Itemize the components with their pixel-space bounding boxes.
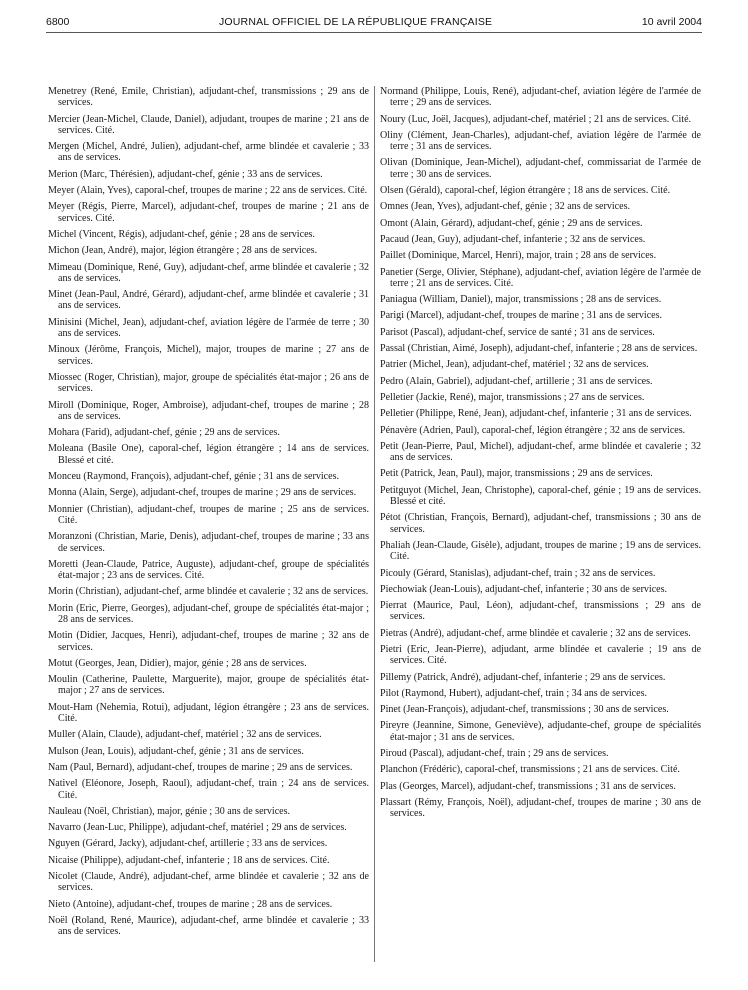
decoration-entry: Pelletier (Philippe, René, Jean), adjudant-chef, infanterie ; 31 ans de services.: [380, 408, 692, 420]
decoration-entry: Pillemy (Patrick, André), adjudant-chef, infanterie ; 29 ans de services.: [380, 671, 666, 683]
decoration-entry: Parisot (Pascal), adjudant-chef, service de santé ; 31 ans de services.: [380, 326, 655, 338]
decoration-entry: Motut (Georges, Jean, Didier), major, génie ; 28 ans de services.: [48, 657, 307, 669]
decoration-entry: Patrier (Michel, Jean), adjudant-chef, matériel ; 32 ans de services.: [380, 359, 649, 371]
decoration-entry: Pénavère (Adrien, Paul), caporal-chef, légion étrangère ; 32 ans de services.: [380, 424, 686, 436]
decoration-entry: Nam (Paul, Bernard), adjudant-chef, troupes de marine ; 29 ans de services.: [48, 761, 353, 773]
decoration-entry: Meyer (Alain, Yves), caporal-chef, troupes de marine ; 22 ans de services. Cité.: [48, 185, 368, 197]
decoration-entry: Pietri (Eric, Jean-Pierre), adjudant, arme blindée et cavalerie ; 19 ans de services. Cité.: [380, 643, 701, 667]
decoration-entry: Panetier (Serge, Olivier, Stéphane), adjudant-chef, aviation légère de l'armée de terre ; 21 ans de services. Cité.: [380, 266, 701, 289]
decoration-entry: Pierrat (Maurice, Paul, Léon), adjudant-chef, transmissions ; 29 ans de services.: [380, 600, 701, 623]
decoration-entry: Plas (Georges, Marcel), adjudant-chef, transmissions ; 31 ans de services.: [380, 780, 676, 792]
decoration-entry: Picouly (Gérard, Stanislas), adjudant-chef, train ; 32 ans de services.: [380, 567, 656, 579]
decoration-entry: Olsen (Gérald), caporal-chef, légion étrangère ; 18 ans de services. Cité.: [380, 185, 671, 197]
decoration-entry: Parigi (Marcel), adjudant-chef, troupes de marine ; 31 ans de services.: [380, 310, 663, 322]
decoration-entry: Pétot (Christian, François, Bernard), adjudant-chef, transmissions ; 30 ans de services.: [380, 512, 701, 535]
decoration-entry: Michel (Vincent, Régis), adjudant-chef, génie ; 28 ans de services.: [48, 228, 315, 240]
decoration-entry: Omnes (Jean, Yves), adjudant-chef, génie ; 32 ans de services.: [380, 201, 630, 213]
decoration-entry: Minoux (Jérôme, François, Michel), major, troupes de marine ; 27 ans de services.: [48, 344, 369, 367]
left-column: [48, 86, 369, 943]
decoration-entry: Navarro (Jean-Luc, Philippe), adjudant-chef, matériel ; 29 ans de services.: [48, 822, 347, 834]
decoration-entry: Passal (Christian, Aimé, Joseph), adjudant-chef, infanterie ; 28 ans de services.: [380, 343, 698, 355]
decoration-entry: Normand (Philippe, Louis, René), adjudant-chef, aviation légère de l'armée de terre ; 29 ans de services.: [380, 86, 701, 109]
decoration-entry: Muller (Alain, Claude), adjudant-chef, matériel ; 32 ans de services.: [48, 729, 322, 741]
decoration-entry: Morin (Eric, Pierre, Georges), adjudant-chef, groupe de spécialités état-major ; 28 ans de services.: [48, 602, 369, 625]
decoration-entry: Pinet (Jean-François), adjudant-chef, transmissions ; 30 ans de services.: [380, 704, 669, 716]
decoration-entry: Petitguyot (Michel, Jean, Christophe), caporal-chef, génie ; 19 ans de services. Blessé et cité.: [380, 484, 701, 508]
decoration-entry: Monna (Alain, Serge), adjudant-chef, troupes de marine ; 29 ans de services.: [48, 487, 357, 499]
decoration-entry: Pireyre (Jeannine, Simone, Geneviève), adjudante-chef, groupe de spécialités état-major ; 31 ans de services.: [380, 720, 701, 743]
decoration-entry: Miossec (Roger, Christian), major, groupe de spécialités état-major ; 26 ans de services.: [48, 371, 369, 395]
decoration-entry: Pilot (Raymond, Hubert), adjudant-chef, train ; 34 ans de services.: [380, 687, 648, 699]
decoration-entry: Noury (Luc, Joël, Jacques), adjudant-chef, matériel ; 21 ans de services. Cité.: [380, 113, 692, 125]
decoration-entry: Noël (Roland, René, Maurice), adjudant-chef, arme blindée et cavalerie ; 33 ans de services.: [48, 914, 369, 938]
decoration-entry: Nauleau (Noël, Christian), major, génie ; 30 ans de services.: [48, 805, 291, 817]
page-header: [46, 8, 702, 28]
decoration-entry: Phaliah (Jean-Claude, Gisèle), adjudant, troupes de marine ; 19 ans de services. Cité.: [380, 539, 701, 563]
decoration-entry: Omont (Alain, Gérard), adjudant-chef, génie ; 29 ans de services.: [380, 217, 643, 229]
decoration-entry: Mergen (Michel, André, Julien), adjudant-chef, arme blindée et cavalerie ; 33 ans de services.: [48, 141, 369, 164]
decoration-entry: Nicolet (Claude, André), adjudant-chef, arme blindée et cavalerie ; 32 ans de services.: [48, 871, 369, 894]
decoration-entry: Miroll (Dominique, Roger, Ambroise), adjudant-chef, troupes de marine ; 28 ans de services.: [48, 399, 369, 422]
decoration-entry: Minet (Jean-Paul, André, Gérard), adjudant-chef, arme blindée et cavalerie ; 31 ans de services.: [48, 289, 369, 312]
publication-title: JOURNAL OFFICIEL DE LA RÉPUBLIQUE FRANÇAISE: [218, 16, 493, 28]
decoration-entry: Moulin (Catherine, Paulette, Marguerite), major, groupe de spécialités état-major ; 27 ans de services.: [48, 674, 369, 697]
decoration-entry: Petit (Jean-Pierre, Paul, Michel), adjudant-chef, arme blindée et cavalerie ; 32 ans de services.: [380, 440, 701, 464]
decoration-entry: Pacaud (Jean, Guy), adjudant-chef, infanterie ; 32 ans de services.: [380, 233, 646, 245]
decoration-entry: Nicaise (Philippe), adjudant-chef, infanterie ; 18 ans de services. Cité.: [48, 854, 330, 866]
decoration-entry: Paniagua (William, Daniel), major, transmissions ; 28 ans de services.: [380, 294, 662, 306]
decoration-entry: Moranzoni (Christian, Marie, Denis), adjudant-chef, troupes de marine ; 33 ans de services.: [48, 531, 369, 554]
decoration-entry: Petit (Patrick, Jean, Paul), major, transmissions ; 29 ans de services.: [380, 468, 653, 480]
decoration-entry: Moretti (Jean-Claude, Patrice, Auguste), adjudant-chef, groupe de spécialités état-major ; 23 ans de services. Cité.: [48, 558, 369, 582]
decoration-entry: Nieto (Antoine), adjudant-chef, troupes de marine ; 28 ans de services.: [48, 898, 333, 910]
decoration-entry: Olivan (Dominique, Jean-Michel), adjudant-chef, commissariat de l'armée de terre ; 30 ans de services.: [380, 157, 701, 180]
decoration-entry: Pelletier (Jackie, René), major, transmissions ; 27 ans de services.: [380, 391, 645, 403]
decoration-entry: Mohara (Farid), adjudant-chef, génie ; 29 ans de services.: [48, 427, 280, 439]
right-column: [380, 86, 701, 825]
decoration-entry: Mimeau (Dominique, René, Guy), adjudant-chef, arme blindée et cavalerie ; 32 ans de services.: [48, 261, 369, 284]
decoration-entry: Planchon (Frédéric), caporal-chef, transmissions ; 21 ans de services. Cité.: [380, 764, 680, 776]
publication-date: 10 avril 2004: [641, 16, 702, 28]
decoration-entry: Pedro (Alain, Gabriel), adjudant-chef, artillerie ; 31 ans de services.: [380, 375, 653, 387]
decoration-entry: Oliny (Clément, Jean-Charles), adjudant-chef, aviation légère de l'armée de terre ; 31 ans de services.: [380, 129, 701, 153]
decoration-entry: Piechowiak (Jean-Louis), adjudant-chef, infanterie ; 30 ans de services.: [380, 583, 668, 595]
decoration-entry: Mulson (Jean, Louis), adjudant-chef, génie ; 31 ans de services.: [48, 745, 304, 757]
decoration-entry: Plassart (Rémy, François, Noël), adjudant-chef, troupes de marine ; 30 ans de services.: [380, 796, 701, 820]
decoration-entry: Morin (Christian), adjudant-chef, arme blindée et cavalerie ; 32 ans de services.: [48, 586, 369, 598]
column-divider: [374, 86, 375, 962]
decoration-entry: Piroud (Pascal), adjudant-chef, train ; 29 ans de services.: [380, 748, 609, 760]
decoration-entry: Mercier (Jean-Michel, Claude, Daniel), adjudant, troupes de marine ; 21 ans de services. Cité.: [48, 113, 369, 136]
decoration-entry: Moleana (Basile One), caporal-chef, légion étrangère ; 14 ans de services. Blessé et cité.: [48, 443, 369, 466]
decoration-entry: Minisini (Michel, Jean), adjudant-chef, aviation légère de l'armée de terre ; 30 ans de services.: [48, 316, 369, 340]
decoration-entry: Nguyen (Gérard, Jacky), adjudant-chef, artillerie ; 33 ans de services.: [48, 838, 328, 850]
decoration-entry: Pietras (André), adjudant-chef, arme blindée et cavalerie ; 32 ans de services.: [380, 627, 691, 639]
decoration-entry: Nativel (Eléonore, Joseph, Raoul), adjudant-chef, train ; 24 ans de services. Cité.: [48, 778, 369, 801]
decoration-entry: Mout-Ham (Nehemia, Rotui), adjudant, légion étrangère ; 23 ans de services. Cité.: [48, 701, 369, 725]
page-number: 6800: [46, 16, 70, 28]
decoration-entry: Motin (Didier, Jacques, Henri), adjudant-chef, troupes de marine ; 32 ans de services.: [48, 630, 369, 653]
decoration-entry: Monnier (Christian), adjudant-chef, troupes de marine ; 25 ans de services. Cité.: [48, 503, 369, 526]
decoration-entry: Menetrey (René, Emile, Christian), adjudant-chef, transmissions ; 29 ans de services.: [48, 86, 369, 109]
decoration-entry: Paillet (Dominique, Marcel, Henri), major, train ; 28 ans de services.: [380, 250, 657, 262]
header-rule: [46, 32, 702, 33]
decoration-entry: Meyer (Régis, Pierre, Marcel), adjudant-chef, troupes de marine ; 21 ans de services. Cité.: [48, 201, 369, 224]
decoration-entry: Monceu (Raymond, François), adjudant-chef, génie ; 31 ans de services.: [48, 471, 339, 483]
decoration-entry: Michon (Jean, André), major, légion étrangère ; 28 ans de services.: [48, 245, 318, 257]
decoration-entry: Merion (Marc, Thérésien), adjudant-chef, génie ; 33 ans de services.: [48, 168, 323, 180]
